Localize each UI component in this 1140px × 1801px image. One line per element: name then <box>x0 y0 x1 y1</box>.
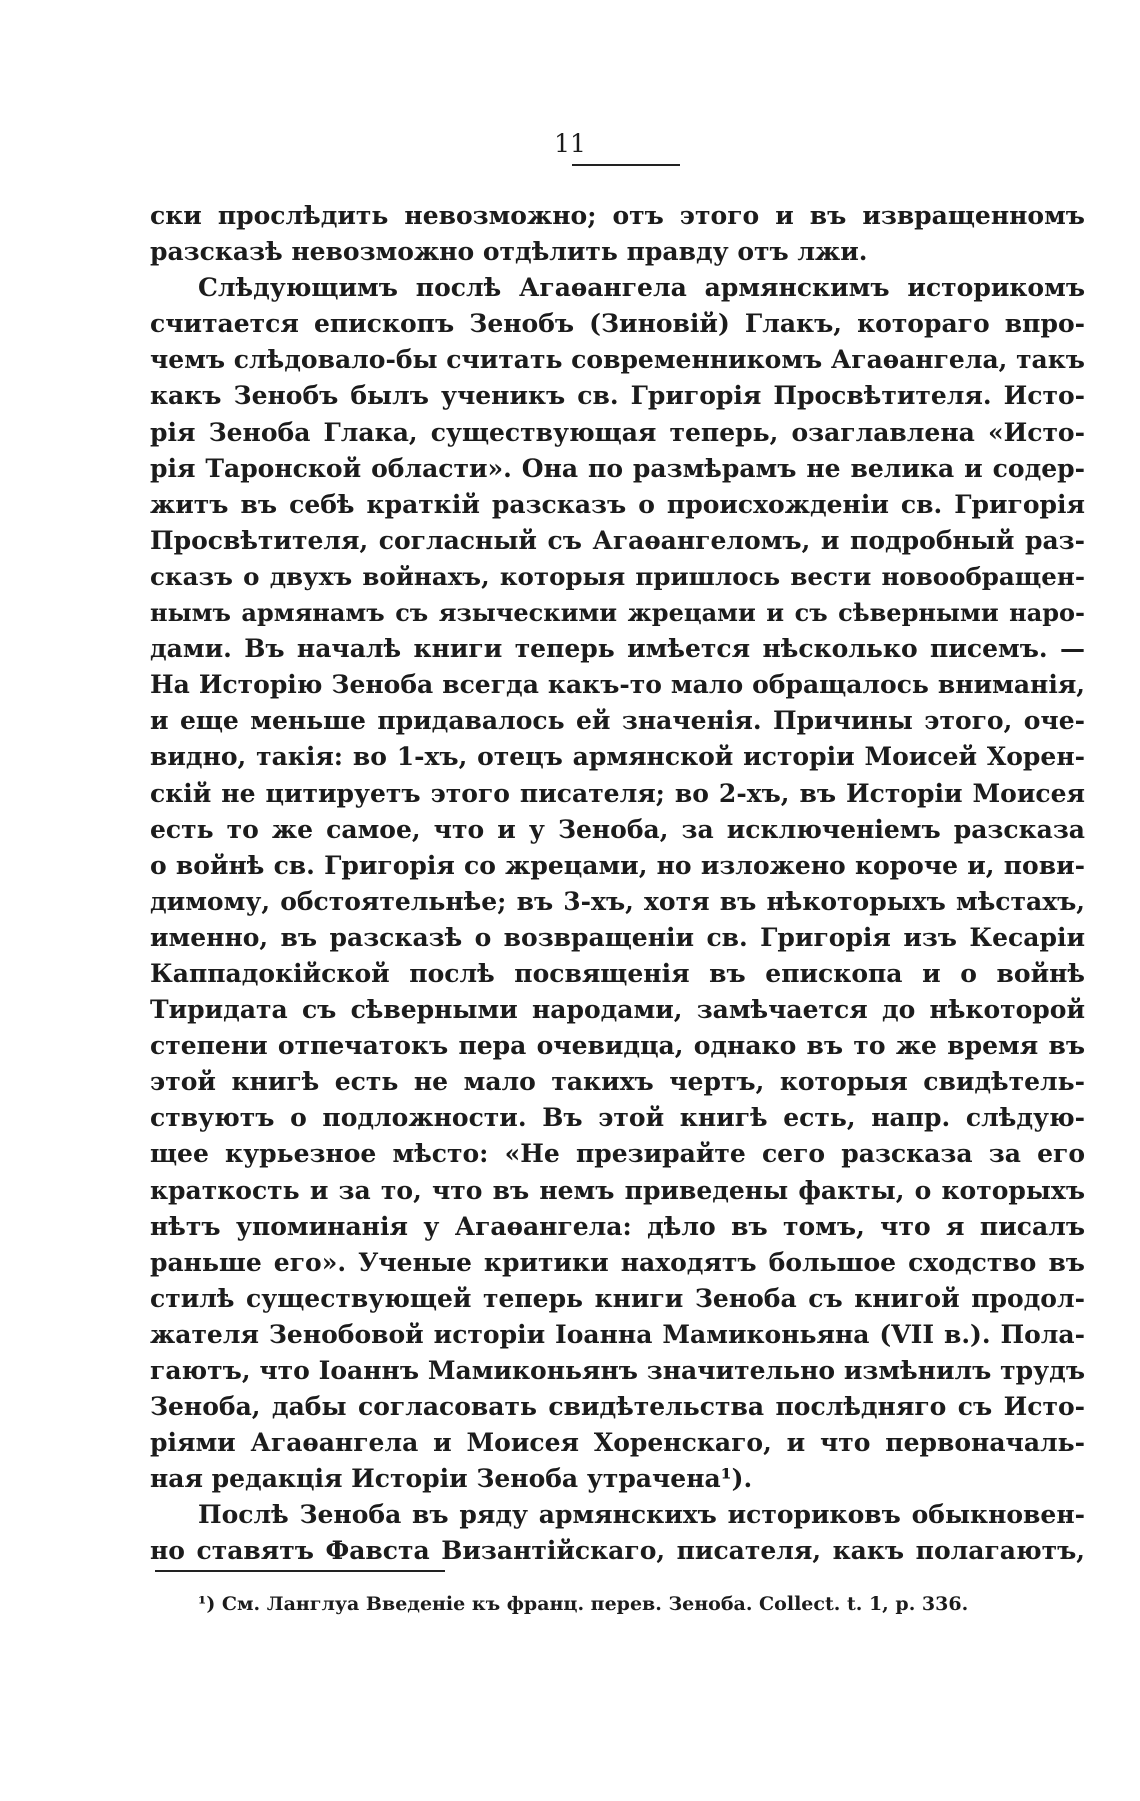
text-line: разсказѣ невозможно отдѣлить правду отъ лжи. <box>150 237 868 267</box>
text-line: какъ Зенобъ былъ ученикъ св. Григорія Просвѣтителя. Исто- <box>150 381 1085 411</box>
text-line: краткость и за то, что въ немъ приведены факты, о которыхъ <box>150 1175 1085 1205</box>
text-line: Каппадокійской послѣ посвященія въ епископа и о войнѣ <box>150 958 1085 988</box>
text-line: о войнѣ св. Григорія со жрецами, но изложено короче и, пови- <box>150 850 1085 880</box>
text-line: житъ въ себѣ краткій разсказъ о происхожденіи св. Григорія <box>150 489 1085 519</box>
text-line: видно, такія: во 1-хъ, отецъ армянской исторіи Моисей Хорен- <box>150 742 1085 772</box>
text-line: ствуютъ о подложности. Въ этой книгѣ есть, напр. слѣдую- <box>150 1103 1085 1133</box>
text-line: нѣтъ упоминанія у Агаѳангела: дѣло въ томъ, что я писалъ <box>150 1211 1085 1241</box>
page-number-underline <box>572 164 680 166</box>
text-line: димому, обстоятельнѣе; въ 3-хъ, хотя въ нѣкоторыхъ мѣстахъ, <box>150 886 1085 916</box>
page-number: 11 <box>554 129 586 158</box>
text-line: раньше его». Ученые критики находятъ большое сходство въ <box>150 1247 1085 1277</box>
text-line: рія Таронской области». Она по размѣрамъ не велика и содер- <box>150 453 1085 483</box>
text-line: считается епископъ Зенобъ (Зиновій) Глакъ, котораго впро- <box>150 309 1085 339</box>
footnote-separator <box>155 1570 445 1572</box>
text-line: Тиридата съ сѣверными народами, замѣчается до нѣкоторой <box>150 995 1085 1025</box>
body-text <box>150 198 1085 1570</box>
text-line: Просвѣтителя, согласный съ Агаѳангеломъ, и подробный раз- <box>150 525 1085 555</box>
text-line: и еще меньше придавалось ей значенія. Причины этого, оче- <box>150 706 1085 736</box>
text-line: именно, въ разсказѣ о возвращеніи св. Григорія изъ Кесаріи <box>150 922 1085 952</box>
text-line: жателя Зенобовой исторіи Іоанна Мамиконьяна (VII в.). Пола- <box>150 1319 1085 1349</box>
text-line: дами. Въ началѣ книги теперь имѣется нѣсколько писемъ. — <box>150 634 1085 664</box>
text-line: ріями Агаѳангела и Моисея Хоренскаго, и что первоначаль- <box>150 1428 1085 1458</box>
text-line: степени отпечатокъ пера очевидца, однако въ то же время въ <box>150 1031 1085 1061</box>
text-line: чемъ слѣдовало-бы считать современникомъ Агаѳангела, такъ <box>150 345 1085 375</box>
text-line: На Исторію Зеноба всегда какъ-то мало обращалось вниманія, <box>150 670 1085 700</box>
text-line: Послѣ Зеноба въ ряду армянскихъ историковъ обыкновен- <box>198 1500 1085 1530</box>
text-line: скій не цитируетъ этого писателя; во 2-хъ, въ Исторіи Моисея <box>150 778 1085 808</box>
text-line: гаютъ, что Іоаннъ Мамиконьянъ значительно измѣнилъ трудъ <box>150 1356 1085 1385</box>
text-line: нымъ армянамъ съ языческими жрецами и съ сѣверными наро- <box>150 598 1085 628</box>
text-line: но ставятъ Фавста Византійскаго, писателя, какъ полагаютъ, <box>150 1536 1085 1566</box>
text-line: этой книгѣ есть не мало такихъ чертъ, которыя свидѣтель- <box>150 1067 1085 1097</box>
text-line: сказъ о двухъ войнахъ, которыя пришлось вести новообращен- <box>150 561 1085 591</box>
text-line: Зеноба, дабы согласовать свидѣтельства послѣдняго съ Исто- <box>150 1392 1085 1422</box>
text-line: есть то же самое, что и у Зеноба, за исключеніемъ разсказа <box>150 814 1085 844</box>
text-line: рія Зеноба Глака, существующая теперь, озаглавлена «Исто- <box>150 417 1085 447</box>
text-line: ная редакція Исторіи Зеноба утрачена¹). <box>150 1464 753 1494</box>
footnote: ¹) См. Ланглуа Введеніе къ франц. перев. Зеноба. Collect. t. 1, p. 336. <box>198 1593 969 1615</box>
text-line: Слѣдующимъ послѣ Агаѳангела армянскимъ историкомъ <box>198 273 1085 303</box>
text-line: ски прослѣдить невозможно; отъ этого и въ извращенномъ <box>150 201 1085 230</box>
text-line: стилѣ существующей теперь книги Зеноба съ книгой продол- <box>150 1283 1085 1313</box>
text-line: щее курьезное мѣсто: «Не презирайте сего разсказа за его <box>150 1139 1085 1169</box>
